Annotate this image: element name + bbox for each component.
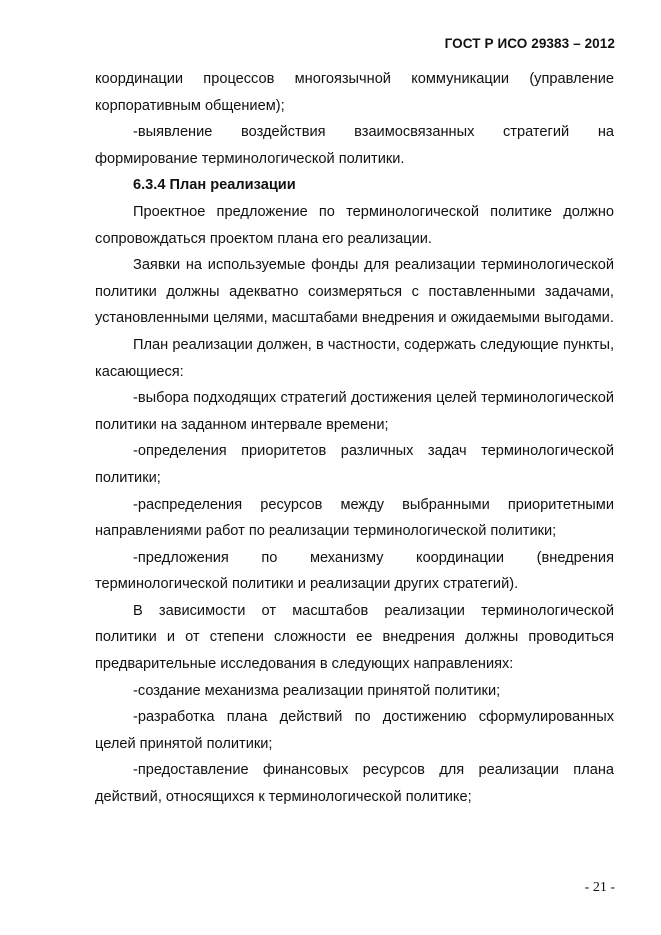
paragraph: координации процессов многоязычной коммуникации (управление корпоративным общением); xyxy=(95,71,614,114)
list-item: -выбора подходящих стратегий достижения целей терминологической политики на заданном интервале времени; xyxy=(95,390,614,433)
document-header: ГОСТ Р ИСО 29383 – 2012 xyxy=(444,36,615,51)
list-item: -разработка плана действий по достижению сформулированных целей принятой политики; xyxy=(95,709,614,752)
paragraph: В зависимости от масштабов реализации терминологической политики и от степени сложности ее внедрения должны проводиться предварительные исследования в следующих направлениях: xyxy=(95,602,614,673)
section-heading: 6.3.4 План реализации xyxy=(133,177,296,194)
paragraph: Проектное предложение по терминологической политике должно сопровождаться проектом плана его реализации. xyxy=(95,203,614,247)
paragraph: Заявки на используемые фонды для реализации терминологической политики должны адекватно соизмеряться с поставленными задачами, установленными целями, масштабами внедрения и ожидаемыми выгодами. xyxy=(95,257,614,327)
paragraph: План реализации должен, в частности, содержать следующие пункты, касающиеся: xyxy=(95,336,614,380)
paragraph: -выявление воздействия взаимосвязанных стратегий на формирование терминологической политики. xyxy=(95,124,614,167)
document-body xyxy=(95,66,614,811)
list-item: -предложения по механизму координации (внедрения терминологической политики и реализации других стратегий). xyxy=(95,549,614,593)
list-item: -определения приоритетов различных задач терминологической политики; xyxy=(95,443,614,486)
page-number: - 21 - xyxy=(584,880,615,895)
list-item: -создание механизма реализации принятой политики; xyxy=(133,682,501,699)
list-item: -распределения ресурсов между выбранными приоритетными направлениями работ по реализации терминологической политики; xyxy=(95,496,614,540)
list-item: -предоставление финансовых ресурсов для реализации плана действий, относящихся к терминологической политике; xyxy=(95,762,614,806)
